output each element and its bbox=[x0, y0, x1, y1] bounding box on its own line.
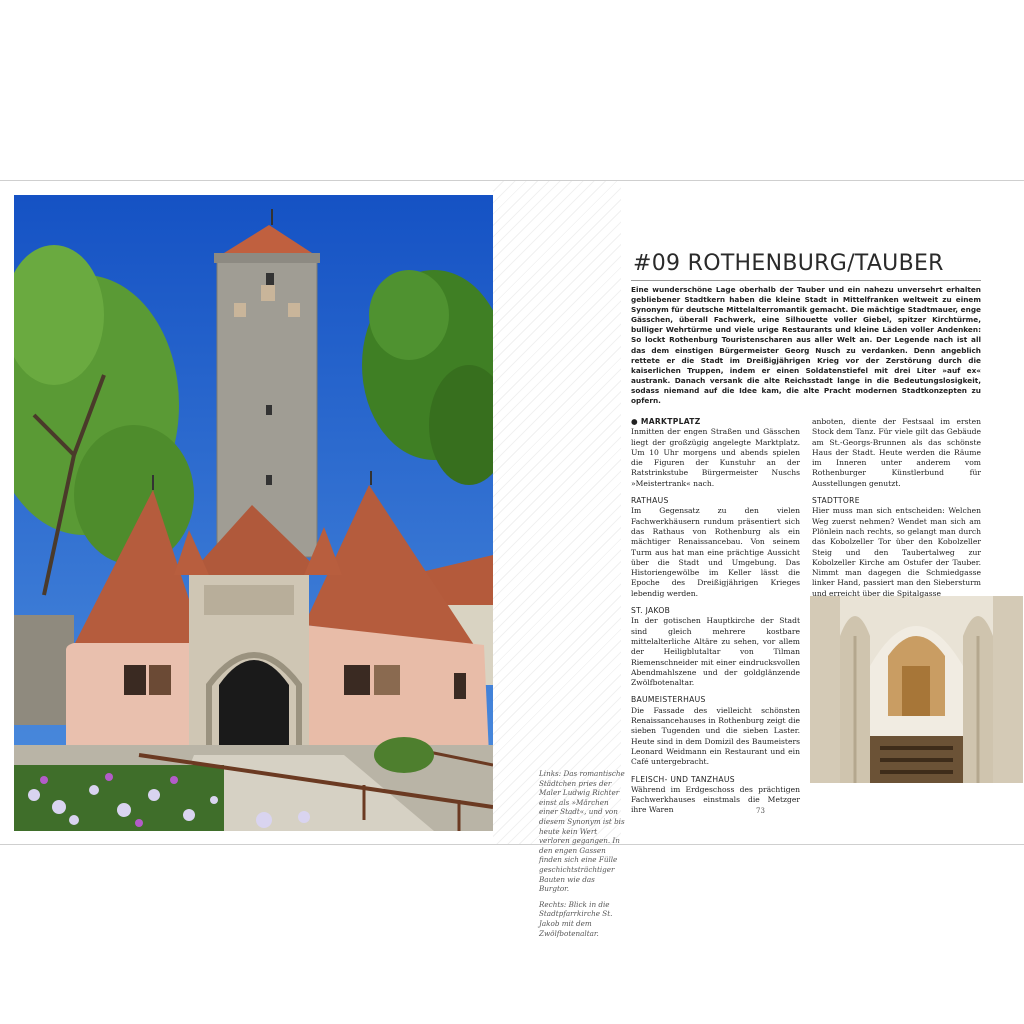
heading-marktplatz: ● MARKTPLATZ bbox=[631, 417, 701, 426]
text-stadttore: Hier muss man sich entscheiden: Welchen Weg zuerst nehmen? Wendet man sich am Plönlein nach rechts, so gelangt man durch das Kobolzeller Tor über den Kobolzeller Steig und den Taubertalweg zur Kobolzeller Kirche am Ostufer der Tauber. Nimmt man dagegen die Schmiedgasse linker Hand, passiert man den Siebersturm und erreicht über die Spitalgasse bbox=[812, 506, 981, 598]
book-spread bbox=[0, 180, 1024, 938]
title-underline bbox=[631, 280, 981, 281]
page-title: #09 ROTHENBURG/TAUBER bbox=[633, 251, 944, 276]
intro-paragraph: Eine wunderschöne Lage oberhalb der Tauber und ein nahezu unversehrt erhalten gebliebener Stadtkern haben die kleine Stadt in Mittelfranken weltweit zu einem Synonym für deutsche Mittelalterromantik gemacht. Die mächtige Stadtmauer, enge Gässchen, überall Fachwerk, eine Silhouette voller Giebel, spitzer Kirchtürme, bulliger Wehrtürme und viele urige Restaurants und kleine Läden voller Andenken: So lockt Rothenburg Touristenscharen aus aller Welt an. Der Legende nach ist all das dem einstigen Bürgermeister Georg Nusch zu verdanken. Denn angeblich rettete er die Stadt im Dreißigjährigen Krieg vor der Zerstörung durch die kaiserlichen Truppen, indem er einen Soldatenstiefel mit drei Liter »auf ex« austrank. Danach versank die alte Reichsstadt lange in die Bedeutungslosigkeit, sodass niemand auf die Idee kam, die alte Pracht modernen Stadtkonzepten zu opfern. bbox=[631, 285, 981, 406]
decorative-stripes-left bbox=[493, 181, 621, 844]
text-marktplatz: Inmitten der engen Straßen und Gässchen liegt der großzügig angelegte Marktplatz. Um 10 Uhr morgens und abends spielen die Figuren der Kunstuhr an der Ratstrinkstube Bürgermeister Nuschs »Meistertrank« nach. bbox=[631, 427, 800, 488]
heading-baumeisterhaus: BAUMEISTERHAUS bbox=[631, 695, 706, 705]
text-column-2 bbox=[812, 417, 981, 606]
heading-rathaus: RATHAUS bbox=[631, 496, 669, 506]
text-fleisch-continued: anboten, diente der Festsaal im ersten Stock dem Tanz. Für viele gilt das Gebäude am St.-Georgs-Brunnen als das schönste Haus der Stadt. Heute werden die Räume im Inneren unter anderem vom Rothenburger Künstlerbund für Ausstellungen genutzt. bbox=[812, 417, 981, 488]
heading-fleisch-tanzhaus: FLEISCH- UND TANZHAUS bbox=[631, 774, 735, 784]
text-column-1 bbox=[631, 417, 800, 823]
st-jakob-interior-photo bbox=[810, 596, 1023, 783]
burgtor-illustration bbox=[14, 195, 493, 831]
page-number: 73 bbox=[756, 807, 765, 815]
text-fleisch-tanzhaus: Während im Erdgeschoss des prächtigen Fachwerkhauses einstmals die Metzger ihre Waren bbox=[631, 784, 800, 815]
church-interior-illustration bbox=[810, 596, 1023, 783]
heading-st-jakob: ST. JAKOB bbox=[631, 606, 671, 616]
text-st-jakob: In der gotischen Hauptkirche der Stadt sind gleich mehrere kostbare mittelalterliche Altäre zu sehen, vor allem der Heiligblutaltar von Tilman Riemenschneider mit einer eindrucksvollen Abendmahlszene und der goldglänzende Zwölfbotenaltar. bbox=[631, 616, 800, 688]
burgtor-photo bbox=[14, 195, 493, 831]
text-baumeisterhaus: Die Fassade des vielleicht schönsten Renaissancehauses in Rothenburg zeigt die sieben Tugenden und die sieben Laster. Heute sind in dem Domizil des Baumeisters Leonard Weidmann ein Restaurant und ein Café untergebracht. bbox=[631, 705, 800, 767]
text-rathaus: Im Gegensatz zu den vielen Fachwerkhäusern rundum präsentiert sich das Rathaus von Rothenburg als ein mächtiger Renaissancebau. Von seinem Turm aus hat man eine prächtige Aussicht über die Stadt und Umgebung. Das Historiengewölbe im Keller lässt die Epoche des Dreißigjährigen Krieges lebendig werden. bbox=[631, 506, 800, 598]
photo-caption bbox=[539, 769, 625, 944]
heading-stadttore: STADTTORE bbox=[812, 496, 860, 506]
caption-left: Links: Das romantische Städtchen pries der Maler Ludwig Richter einst als »Märchen einer Stadt«, und von diesem Synonym ist bis heute kein Wert verloren gegangen. In den engen Gassen finden sich eine Fülle geschichtsträchtiger Bauten wie das Burgtor. bbox=[539, 769, 625, 894]
caption-right: Rechts: Blick in die Stadtpfarrkirche St. Jakob mit dem Zwölfbotenaltar. bbox=[539, 899, 613, 938]
